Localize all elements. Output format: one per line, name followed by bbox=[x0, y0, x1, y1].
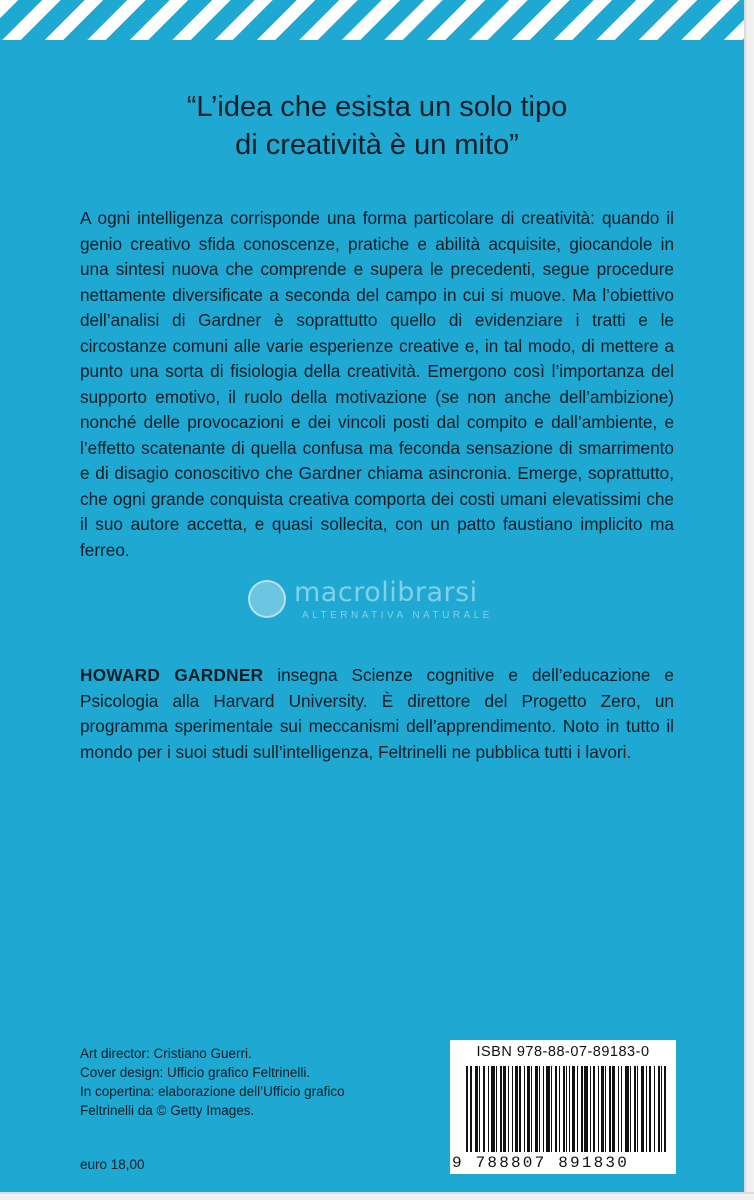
watermark-logo-icon bbox=[248, 580, 286, 618]
credit-line: Art director: Cristiano Guerri. bbox=[80, 1046, 252, 1061]
page-edge-bottom bbox=[0, 1192, 754, 1200]
headline-line-1: “L’idea che esista un solo tipo bbox=[186, 91, 568, 123]
watermark bbox=[246, 578, 546, 628]
book-blurb: A ogni intelligenza corrisponde una forma particolare di creatività: quando il genio creativo sfida conoscenze, pratiche e abilità acquisite, giocandole in una sintesi nuova che comprende e supera le precedenti, segue procedure nettamente diversificate a seconda del campo in cui si muove. Ma l’obiettivo dell’analisi di Gardner è soprattutto quello di evidenziare i tratti e le circostanze comuni alle varie esperienze creative e, in tal modo, di mettere a punto una sorta di fisiologia della creatività. Emergono così l’importanza del supporto emotivo, il ruolo della motivazione (se non anche dell’ambizione) nonché delle provocazioni e dei vincoli posti dal compito e dall’ambiente, e l’effetto scatenante di quella confusa ma feconda sensazione di smarrimento e di disagio conoscitivo che Gardner chiama asincronia. Emerge, soprattutto, che ogni grande conquista creativa comporta dei costi umani elevatissimi che il suo autore accetta, e quasi sollecita, con un patto faustiano implicito ma ferreo. bbox=[80, 208, 674, 560]
isbn-label: ISBN 978-88-07-89183-0 bbox=[476, 1044, 650, 1060]
author-bio bbox=[80, 663, 674, 765]
barcode-digits: 9 788807 891830 bbox=[452, 1154, 630, 1172]
cover-credits bbox=[80, 1044, 440, 1120]
price: euro 18,00 bbox=[80, 1157, 145, 1172]
barcode-bars-icon bbox=[466, 1066, 666, 1152]
headline-line-2: di creatività è un mito” bbox=[235, 129, 519, 161]
watermark-tagline: ALTERNATIVA NATURALE bbox=[302, 610, 493, 621]
isbn-barcode bbox=[450, 1040, 676, 1174]
author-bio-text: insegna Scienze cognitive e dell’educazione e Psicologia alla Harvard University. È direttore del Progetto Zero, un programma sperimentale sui meccanismi dell’apprendimento. Noto in tutto il mondo per i suoi studi sull’intelligenza, Feltrinelli ne pubblica tutti i lavori. bbox=[80, 665, 674, 762]
striped-top-band bbox=[0, 0, 744, 40]
headline-quote bbox=[80, 88, 674, 164]
credit-line: In copertina: elaborazione dell’Ufficio grafico bbox=[80, 1084, 345, 1099]
credit-line: Cover design: Ufficio grafico Feltrinelli. bbox=[80, 1065, 311, 1080]
watermark-name: macrolibrarsi bbox=[294, 577, 478, 608]
page-edge-right bbox=[744, 0, 754, 1200]
credit-line: Feltrinelli da © Getty Images. bbox=[80, 1103, 255, 1118]
author-name: HOWARD GARDNER bbox=[80, 665, 264, 685]
